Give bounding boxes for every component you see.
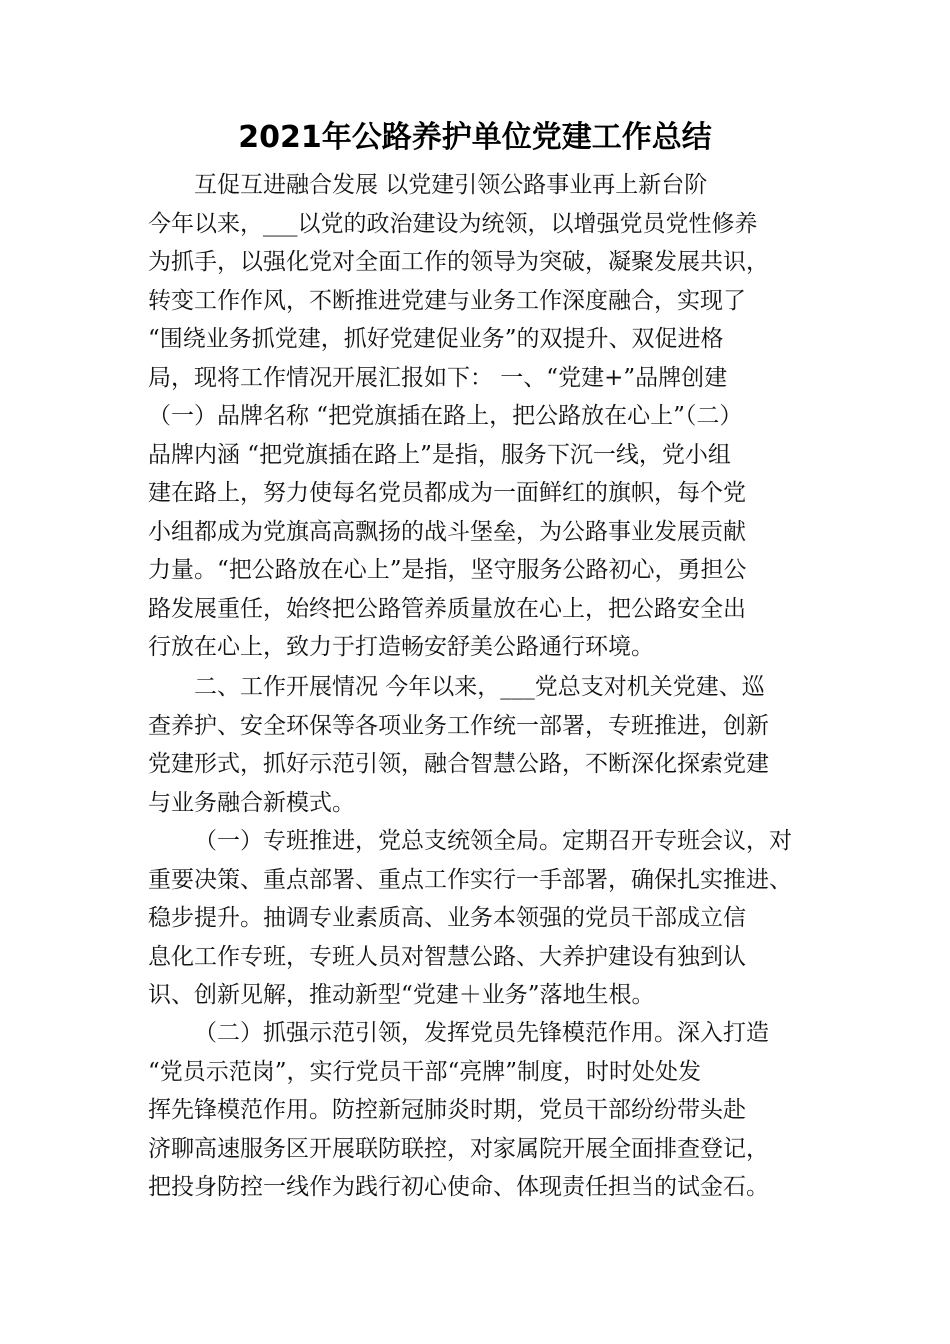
paragraph-1	[148, 166, 820, 667]
paragraph-line: 路发展重任，始终把公路管养质量放在心上，把公路安全出	[148, 595, 746, 622]
paragraph-line: 把投身防控一线作为践行初心使命、体现责任担当的试金石。	[148, 1174, 769, 1200]
paragraph-line: 局，现将工作情况开展汇报如下： 一、“党建+”品牌创建	[148, 364, 728, 391]
paragraph-line: “党员示范岗”，实行党员干部“亮牌”制度，时时处处发	[148, 1058, 702, 1085]
paragraph-line: 党建形式，抓好示范引领，融合智慧公路，不断深化探索党建	[148, 751, 769, 777]
paragraph-line: 重要决策、重点部署、重点工作实行一手部署，确保扎实推进、	[148, 866, 792, 893]
paragraph-line: 今年以来，___以党的政治建设为统领，以增强党员党性修养	[148, 210, 758, 237]
document-title: 2021年公路养护单位党建工作总结	[238, 120, 712, 155]
paragraph-line: 互促互进融合发展 以党建引领公路事业再上新台阶	[194, 172, 708, 198]
paragraph-line: 济聊高速服务区开展联防联控，对家属院开展全面排查登记，	[148, 1135, 769, 1162]
paragraph-line: 建在路上，努力使每名党员都成为一面鲜红的旗帜，每个党	[148, 480, 746, 506]
paragraph-line: 查养护、安全环保等各项业务工作统一部署，专班推进，创新	[148, 712, 769, 739]
paragraph-line: （二）抓强示范引领，发挥党员先锋模范作用。深入打造	[194, 1020, 769, 1046]
paragraph-line: 品牌内涵 “把党旗插在路上”是指，服务下沉一线，党小组	[148, 441, 731, 468]
paragraph-line: 稳步提升。抽调专业素质高、业务本领强的党员干部成立信	[148, 905, 746, 931]
paragraph-line: 行放在心上，致力于打造畅安舒美公路通行环境。	[148, 634, 654, 660]
paragraph-line: “围绕业务抓党建，抓好党建促业务”的双提升、双促进格	[148, 326, 724, 352]
paragraph-4	[148, 1014, 820, 1207]
paragraph-line: 识、创新见解，推动新型“党建＋业务”落地生根。	[148, 982, 655, 1008]
paragraph-line: 转变工作作风，不断推进党建与业务工作深度融合，实现了	[148, 287, 746, 314]
paragraph-2	[148, 668, 820, 822]
paragraph-line: 与业务融合新模式。	[148, 789, 355, 816]
paragraph-line: 为抓手，以强化党对全面工作的领导为突破，凝聚发展共识，	[148, 249, 769, 275]
paragraph-line: 小组都成为党旗高高飘扬的战斗堡垒，为公路事业发展贡献	[148, 518, 746, 545]
paragraph-line: 二、工作开展情况 今年以来，___党总支对机关党建、巡	[194, 674, 765, 700]
paragraph-line: （一）专班推进，党总支统领全局。定期召开专班会议，对	[194, 828, 792, 854]
paragraph-line: 息化工作专班，专班人员对智慧公路、大养护建设有独到认	[148, 943, 746, 970]
paragraph-line: 挥先锋模范作用。防控新冠肺炎时期，党员干部纷纷带头赴	[148, 1097, 746, 1123]
paragraph-line: 力量。“把公路放在心上”是指，坚守服务公路初心，勇担公	[148, 557, 747, 583]
paragraph-line: （一）品牌名称 “把党旗插在路上，把公路放在心上”（二）	[148, 403, 743, 429]
paragraph-3	[148, 822, 820, 1015]
